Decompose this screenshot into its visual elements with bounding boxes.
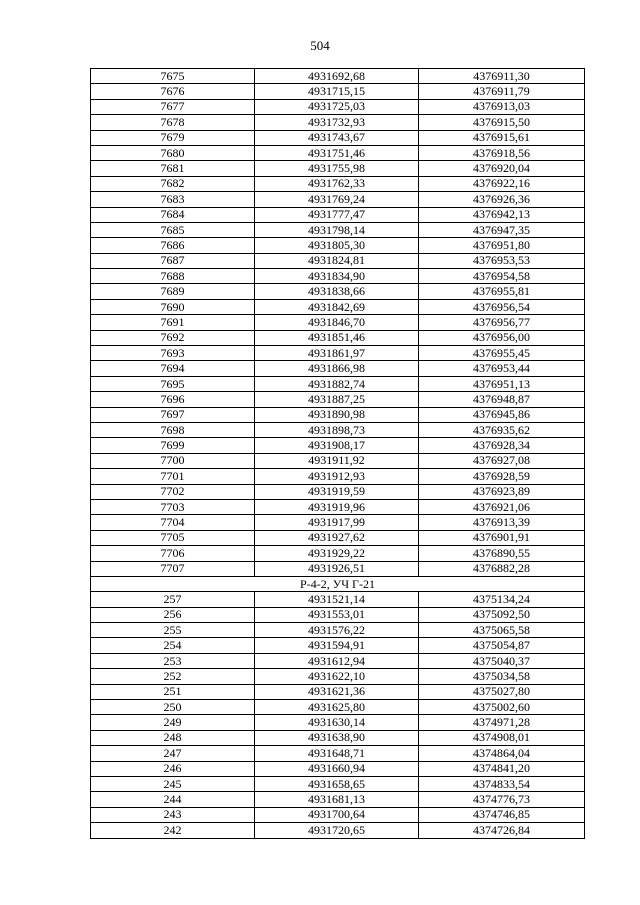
y-coordinate-cell: 4374776,73: [419, 792, 585, 807]
x-coordinate-cell: 4931842,69: [255, 299, 419, 314]
point-number-cell: 244: [91, 792, 255, 807]
x-coordinate-cell: 4931898,73: [255, 422, 419, 437]
coordinates-table: [90, 68, 585, 839]
table-row: [91, 407, 585, 422]
point-number-cell: 7703: [91, 499, 255, 514]
point-number-cell: 7706: [91, 546, 255, 561]
table-row: [91, 161, 585, 176]
point-number-cell: 7682: [91, 176, 255, 191]
point-number-cell: 252: [91, 669, 255, 684]
x-coordinate-cell: 4931838,66: [255, 284, 419, 299]
table-row: [91, 623, 585, 638]
y-coordinate-cell: 4376913,03: [419, 99, 585, 114]
point-number-cell: 7689: [91, 284, 255, 299]
x-coordinate-cell: 4931720,65: [255, 823, 419, 838]
x-coordinate-cell: 4931919,96: [255, 499, 419, 514]
table-row: [91, 346, 585, 361]
point-number-cell: 7684: [91, 207, 255, 222]
x-coordinate-cell: 4931762,33: [255, 176, 419, 191]
table-row: [91, 376, 585, 391]
y-coordinate-cell: 4374908,01: [419, 730, 585, 745]
table-row: [91, 192, 585, 207]
y-coordinate-cell: 4376956,54: [419, 299, 585, 314]
x-coordinate-cell: 4931929,22: [255, 546, 419, 561]
table-row: [91, 222, 585, 237]
y-coordinate-cell: 4375034,58: [419, 669, 585, 684]
point-number-cell: 253: [91, 653, 255, 668]
y-coordinate-cell: 4375065,58: [419, 623, 585, 638]
y-coordinate-cell: 4376947,35: [419, 222, 585, 237]
point-number-cell: 7676: [91, 84, 255, 99]
x-coordinate-cell: 4931743,67: [255, 130, 419, 145]
point-number-cell: 255: [91, 623, 255, 638]
point-number-cell: 257: [91, 592, 255, 607]
x-coordinate-cell: 4931648,71: [255, 746, 419, 761]
table-row: [91, 438, 585, 453]
y-coordinate-cell: 4374833,54: [419, 776, 585, 791]
y-coordinate-cell: 4376956,00: [419, 330, 585, 345]
y-coordinate-cell: 4376951,13: [419, 376, 585, 391]
x-coordinate-cell: 4931890,98: [255, 407, 419, 422]
x-coordinate-cell: 4931751,46: [255, 145, 419, 160]
y-coordinate-cell: 4376911,30: [419, 69, 585, 84]
y-coordinate-cell: 4376926,36: [419, 192, 585, 207]
table-row: [91, 792, 585, 807]
table-row: [91, 422, 585, 437]
y-coordinate-cell: 4375027,80: [419, 684, 585, 699]
x-coordinate-cell: 4931692,68: [255, 69, 419, 84]
x-coordinate-cell: 4931861,97: [255, 346, 419, 361]
y-coordinate-cell: 4376921,06: [419, 499, 585, 514]
y-coordinate-cell: 4376920,04: [419, 161, 585, 176]
y-coordinate-cell: 4376948,87: [419, 392, 585, 407]
table-row: [91, 176, 585, 191]
table-row: [91, 69, 585, 84]
y-coordinate-cell: 4376955,81: [419, 284, 585, 299]
point-number-cell: 7702: [91, 484, 255, 499]
section-header-row: [91, 576, 585, 591]
table-row: [91, 299, 585, 314]
table-row: [91, 653, 585, 668]
page-number: 504: [310, 38, 330, 53]
x-coordinate-cell: 4931521,14: [255, 592, 419, 607]
table-row: [91, 84, 585, 99]
table-row: [91, 361, 585, 376]
x-coordinate-cell: 4931612,94: [255, 653, 419, 668]
x-coordinate-cell: 4931621,36: [255, 684, 419, 699]
y-coordinate-cell: 4376901,91: [419, 530, 585, 545]
y-coordinate-cell: 4374864,04: [419, 746, 585, 761]
point-number-cell: 250: [91, 700, 255, 715]
table-row: [91, 561, 585, 576]
y-coordinate-cell: 4376918,56: [419, 145, 585, 160]
point-number-cell: 247: [91, 746, 255, 761]
x-coordinate-cell: 4931576,22: [255, 623, 419, 638]
x-coordinate-cell: 4931851,46: [255, 330, 419, 345]
table-row: [91, 145, 585, 160]
table-row: [91, 253, 585, 268]
x-coordinate-cell: 4931660,94: [255, 761, 419, 776]
point-number-cell: 242: [91, 823, 255, 838]
y-coordinate-cell: 4374971,28: [419, 715, 585, 730]
y-coordinate-cell: 4376935,62: [419, 422, 585, 437]
table-row: [91, 469, 585, 484]
point-number-cell: 7691: [91, 315, 255, 330]
x-coordinate-cell: 4931658,65: [255, 776, 419, 791]
y-coordinate-cell: 4376915,61: [419, 130, 585, 145]
x-coordinate-cell: 4931725,03: [255, 99, 419, 114]
point-number-cell: 7683: [91, 192, 255, 207]
table-row: [91, 499, 585, 514]
point-number-cell: 251: [91, 684, 255, 699]
table-row: [91, 315, 585, 330]
point-number-cell: 7700: [91, 453, 255, 468]
point-number-cell: 7690: [91, 299, 255, 314]
point-number-cell: 7678: [91, 115, 255, 130]
point-number-cell: 256: [91, 607, 255, 622]
x-coordinate-cell: 4931917,99: [255, 515, 419, 530]
table-row: [91, 238, 585, 253]
table-row: [91, 284, 585, 299]
point-number-cell: 7698: [91, 422, 255, 437]
point-number-cell: 7685: [91, 222, 255, 237]
point-number-cell: 7679: [91, 130, 255, 145]
y-coordinate-cell: 4376928,59: [419, 469, 585, 484]
x-coordinate-cell: 4931755,98: [255, 161, 419, 176]
point-number-cell: 7686: [91, 238, 255, 253]
x-coordinate-cell: 4931777,47: [255, 207, 419, 222]
table-row: [91, 700, 585, 715]
point-number-cell: 7692: [91, 330, 255, 345]
point-number-cell: 246: [91, 761, 255, 776]
x-coordinate-cell: 4931700,64: [255, 807, 419, 822]
y-coordinate-cell: 4376954,58: [419, 269, 585, 284]
point-number-cell: 7694: [91, 361, 255, 376]
point-number-cell: 7675: [91, 69, 255, 84]
x-coordinate-cell: 4931912,93: [255, 469, 419, 484]
point-number-cell: 7677: [91, 99, 255, 114]
point-number-cell: 7707: [91, 561, 255, 576]
table-row: [91, 99, 585, 114]
table-row: [91, 130, 585, 145]
x-coordinate-cell: 4931630,14: [255, 715, 419, 730]
point-number-cell: 7680: [91, 145, 255, 160]
point-number-cell: 254: [91, 638, 255, 653]
x-coordinate-cell: 4931926,51: [255, 561, 419, 576]
x-coordinate-cell: 4931866,98: [255, 361, 419, 376]
y-coordinate-cell: 4376923,89: [419, 484, 585, 499]
table-row: [91, 515, 585, 530]
y-coordinate-cell: 4376911,79: [419, 84, 585, 99]
table-row: [91, 715, 585, 730]
point-number-cell: 249: [91, 715, 255, 730]
point-number-cell: 243: [91, 807, 255, 822]
x-coordinate-cell: 4931638,90: [255, 730, 419, 745]
table-row: [91, 684, 585, 699]
point-number-cell: 7695: [91, 376, 255, 391]
table-row: [91, 330, 585, 345]
y-coordinate-cell: 4374746,85: [419, 807, 585, 822]
y-coordinate-cell: 4376927,08: [419, 453, 585, 468]
point-number-cell: 7705: [91, 530, 255, 545]
x-coordinate-cell: 4931715,15: [255, 84, 419, 99]
y-coordinate-cell: 4376953,53: [419, 253, 585, 268]
point-number-cell: 7681: [91, 161, 255, 176]
x-coordinate-cell: 4931732,93: [255, 115, 419, 130]
y-coordinate-cell: 4376922,16: [419, 176, 585, 191]
table-row: [91, 761, 585, 776]
point-number-cell: 245: [91, 776, 255, 791]
y-coordinate-cell: 4376945,86: [419, 407, 585, 422]
table-row: [91, 607, 585, 622]
table-row: [91, 823, 585, 838]
y-coordinate-cell: 4374726,84: [419, 823, 585, 838]
table-row: [91, 776, 585, 791]
section-header-cell: Р-4-2, УЧ Г-21: [91, 576, 585, 591]
table-row: [91, 453, 585, 468]
y-coordinate-cell: 4376890,55: [419, 546, 585, 561]
table-row: [91, 592, 585, 607]
x-coordinate-cell: 4931681,13: [255, 792, 419, 807]
point-number-cell: 7693: [91, 346, 255, 361]
x-coordinate-cell: 4931769,24: [255, 192, 419, 207]
table-row: [91, 807, 585, 822]
y-coordinate-cell: 4374841,20: [419, 761, 585, 776]
table-row: [91, 746, 585, 761]
table-row: [91, 115, 585, 130]
y-coordinate-cell: 4375054,87: [419, 638, 585, 653]
y-coordinate-cell: 4376942,13: [419, 207, 585, 222]
y-coordinate-cell: 4376956,77: [419, 315, 585, 330]
x-coordinate-cell: 4931846,70: [255, 315, 419, 330]
x-coordinate-cell: 4931553,01: [255, 607, 419, 622]
point-number-cell: 7696: [91, 392, 255, 407]
x-coordinate-cell: 4931908,17: [255, 438, 419, 453]
table-row: [91, 392, 585, 407]
y-coordinate-cell: 4375134,24: [419, 592, 585, 607]
y-coordinate-cell: 4375002,60: [419, 700, 585, 715]
table-row: [91, 269, 585, 284]
x-coordinate-cell: 4931919,59: [255, 484, 419, 499]
x-coordinate-cell: 4931798,14: [255, 222, 419, 237]
table-row: [91, 638, 585, 653]
x-coordinate-cell: 4931824,81: [255, 253, 419, 268]
y-coordinate-cell: 4376951,80: [419, 238, 585, 253]
point-number-cell: 7704: [91, 515, 255, 530]
point-number-cell: 7697: [91, 407, 255, 422]
x-coordinate-cell: 4931834,90: [255, 269, 419, 284]
table-row: [91, 530, 585, 545]
y-coordinate-cell: 4376882,28: [419, 561, 585, 576]
point-number-cell: 7688: [91, 269, 255, 284]
x-coordinate-cell: 4931927,62: [255, 530, 419, 545]
point-number-cell: 7701: [91, 469, 255, 484]
y-coordinate-cell: 4375040,37: [419, 653, 585, 668]
y-coordinate-cell: 4376915,50: [419, 115, 585, 130]
x-coordinate-cell: 4931805,30: [255, 238, 419, 253]
table-row: [91, 669, 585, 684]
table-row: [91, 546, 585, 561]
table-body: [91, 69, 585, 839]
table-row: [91, 484, 585, 499]
y-coordinate-cell: 4375092,50: [419, 607, 585, 622]
table-row: [91, 207, 585, 222]
y-coordinate-cell: 4376955,45: [419, 346, 585, 361]
y-coordinate-cell: 4376928,34: [419, 438, 585, 453]
point-number-cell: 248: [91, 730, 255, 745]
x-coordinate-cell: 4931625,80: [255, 700, 419, 715]
point-number-cell: 7699: [91, 438, 255, 453]
x-coordinate-cell: 4931594,91: [255, 638, 419, 653]
x-coordinate-cell: 4931882,74: [255, 376, 419, 391]
y-coordinate-cell: 4376953,44: [419, 361, 585, 376]
x-coordinate-cell: 4931622,10: [255, 669, 419, 684]
x-coordinate-cell: 4931887,25: [255, 392, 419, 407]
y-coordinate-cell: 4376913,39: [419, 515, 585, 530]
table-row: [91, 730, 585, 745]
point-number-cell: 7687: [91, 253, 255, 268]
x-coordinate-cell: 4931911,92: [255, 453, 419, 468]
